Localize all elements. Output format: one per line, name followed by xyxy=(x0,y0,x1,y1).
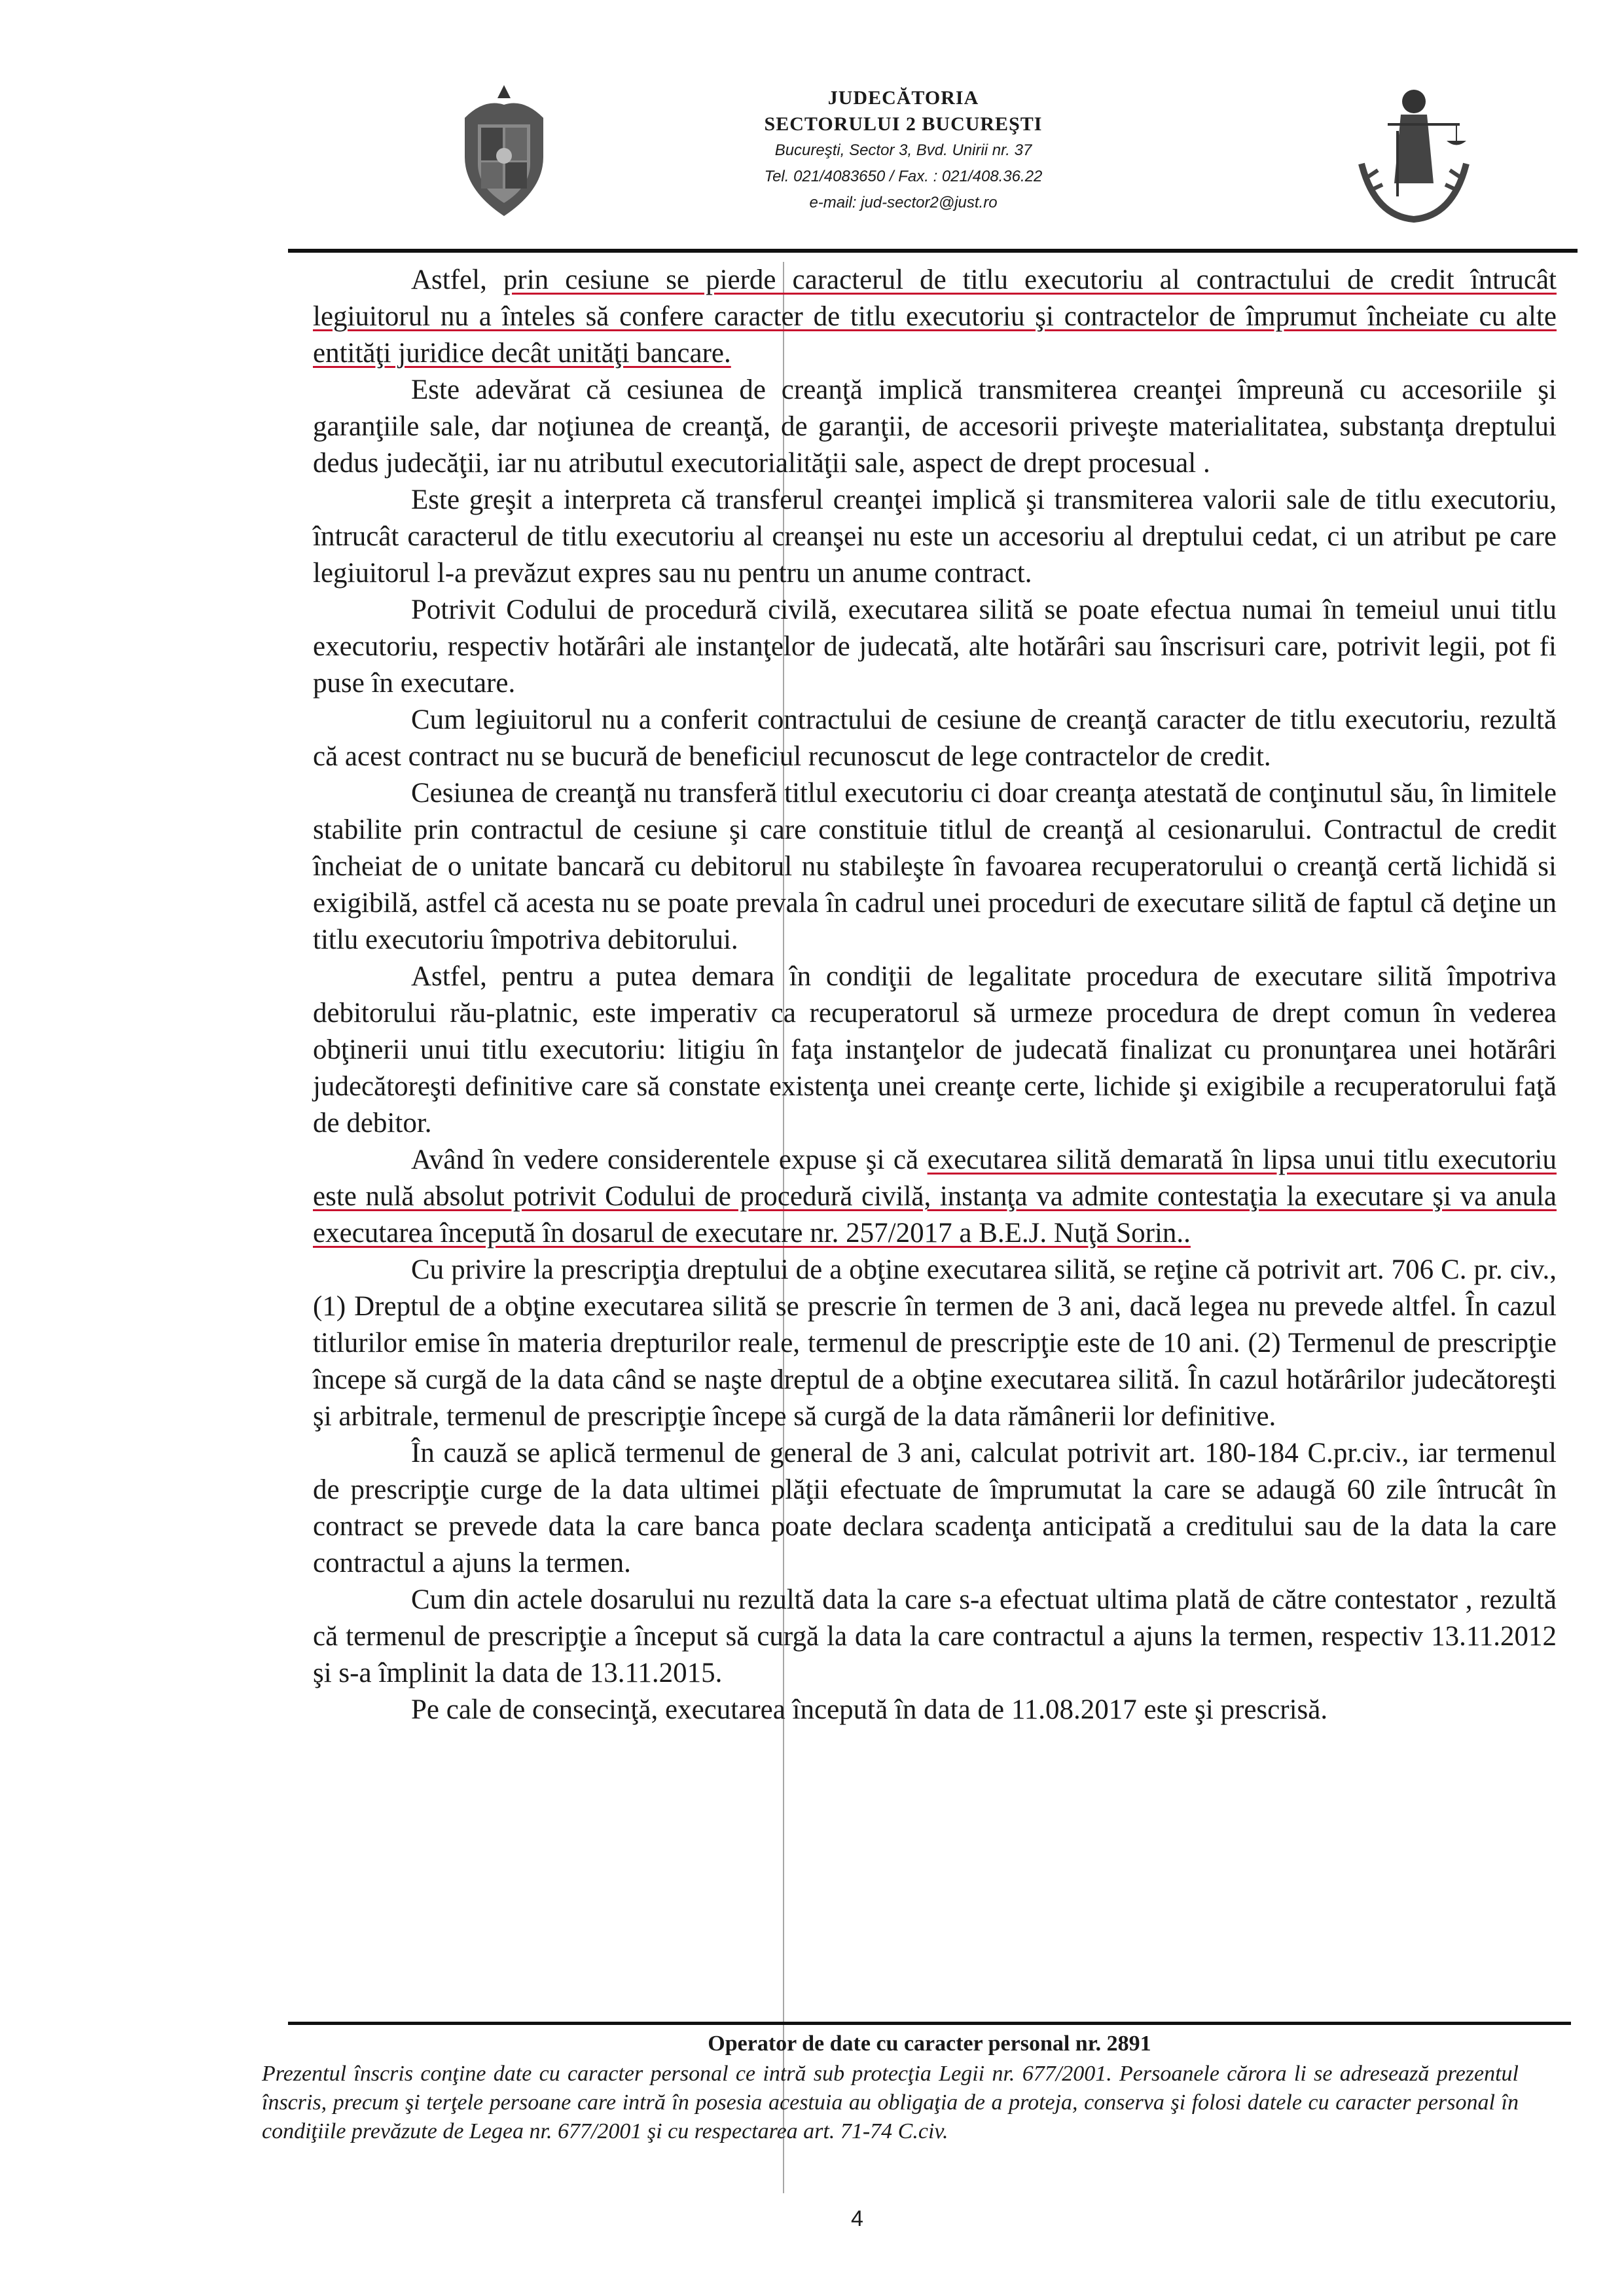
paragraph-1: Astfel, prin cesiune se pierde caracterul de titlu executoriu al contractului de credit întrucât legiuitorul nu a înteles să confere caracter de titlu executoriu şi contractelor de împrumut încheiate cu alte entităţi juridice decât unităţi bancare. xyxy=(313,264,1557,369)
lady-justice-icon xyxy=(1348,72,1479,229)
paragraph-9: Cu privire la prescripţia dreptului de a obţine executarea silită, se reţine că potrivit art. 706 C. pr. civ.,(1) Dreptul de a obţine executarea silită se prescrie în termen de 3 ani, dacă legea nu prevede altfel. În cazul titlurilor emise în materia drepturilor reale, termenul de prescripţie este de 10 ani. (2) Termenul de prescripţie începe să curgă de la data când se naşte dreptul de a obţine executarea silită. În cazul hotărârilor judecătoreşti şi arbitrale, termenul de prescripţie începe să curgă de la data rămânerii lor definitive. xyxy=(313,1254,1557,1432)
paragraph-12: Pe cale de consecinţă, executarea începută în data de 11.08.2017 este şi prescrisă. xyxy=(411,1694,1328,1725)
paragraph-2: Este adevărat că cesiunea de creanţă implică transmiterea creanţei împreună cu accesoriile şi garanţiile sale, dar noţiunea de creanţă, de garanţii, de accesorii priveşte materialitatea, substanţa dreptului dedus judecăţii, iar nu atributul executorialităţii sale, aspect de drept procesual . xyxy=(313,374,1557,479)
paragraph-10: În cauză se aplică termenul de general de 3 ani, calculat potrivit art. 180-184 C.pr.civ., iar termenul de prescripţie curge de la data ultimei plăţii efectuate de împrumutat la care se adaugă 60 zile întrucât în contract se prevede data la care banca poate declara scadenţa anticipată a creditului sau de la data la care contractul a ajuns la termen. xyxy=(313,1438,1557,1578)
court-header xyxy=(707,85,1100,216)
paragraph-7: Astfel, pentru a putea demara în condiţii de legalitate procedura de executare silită împotriva debitorului rău-platnic, este imperativ ca recuperatorul să urmeze procedura de drept comun în vederea obţinerii unui titlu executoriu: litigiu în faţa instanţelor de judecată finalizat cu pronunţarea unei hotărâri judecătoreşti definitive care să constate existenţa unei creanţe certe, lichide şi exigibile a recuperatorului faţă de debitor. xyxy=(313,961,1557,1139)
court-address: Bucureşti, Sector 3, Bvd. Unirii nr. 37 xyxy=(774,141,1032,159)
court-name-line1: JUDECĂTORIA xyxy=(827,87,979,109)
paragraph-8: Având în vedere considerentele expuse şi că executarea silită demarată în lipsa unui titlu executoriu este nulă absolut potrivit Codului de procedură civilă, instanţa va admite contestaţia la executare şi va anula executarea începută în dosarul de executare nr. 257/2017 a B.E.J. Nuţă Sorin.. xyxy=(313,1144,1557,1248)
paragraph-5: Cum legiuitorul nu a conferit contractului de cesiune de creanţă caracter de titlu executoriu, rezultă că acest contract nu se bucură de beneficiul recunoscut de lege contractelor de credit. xyxy=(313,704,1557,772)
highlighted-passage-2: executarea silită demarată în lipsa unui titlu executoriu este nulă absolut potrivit Codului de procedură civilă, instanţa va admite contestaţia la executare şi va anula executarea începută în dosarul de executare nr. 257/2017 a B.E.J. Nuţă Sorin.. xyxy=(313,1144,1557,1248)
paragraph-6: Cesiunea de creanţă nu transferă titlul executoriu ci doar creanţa atestată de conţinutul său, în limitele stabilite prin contractul de cesiune şi care constituie titlul de creanţă al cesionarului. Contractul de credit încheiat de o unitate bancară cu debitorul nu stabileşte în favoarea recuperatorului o creanţă certă lichidă si exigibilă, astfel că acesta nu se poate prevala în cadrul unei proceduri de executare silită de faptul că deţine un titlu executoriu împotriva debitorului. xyxy=(313,778,1557,955)
paragraph-11: Cum din actele dosarului nu rezultă data la care s-a efectuat ultima plată de către contestator , rezultă că termenul de prescripţie a început să curgă la data la care contractul a ajuns la termen, respectiv 13.11.2012 şi s-a împlinit la data de 13.11.2015. xyxy=(313,1584,1557,1688)
paragraph-3: Este greşit a interpreta că transferul creanţei implică şi transmiterea valorii sale de titlu executoriu, întrucât caracterul de titlu executoriu al creanşei nu este un accesoriu al dreptului cedat, ci un atribut pe care legiuitorul l-a prevăzut expres sau nu pentru un anume contract. xyxy=(313,484,1557,589)
highlighted-passage-1: prin cesiune se pierde caracterul de titlu executoriu al contractului de credit întrucât legiuitorul nu a înteles să confere caracter de titlu executoriu şi contractelor de împrumut încheiate cu alte entităţi juridice decât unităţi bancare. xyxy=(313,264,1557,369)
privacy-notice: Prezentul înscris conţine date cu caracter personal ce intră sub protecţia Legii nr. 677/2001. Persoanele cărora li se adresează prezentul înscris, precum şi terţele persoane care intră în posesia acestuia au obligaţia de a proteja, conserva şi folosi datele cu caracter personal în condiţiile prevăzute de Legea nr. 677/2001 şi cu respectarea art. 71-74 C.civ. xyxy=(262,2062,1519,2143)
footer-divider xyxy=(288,2022,1571,2025)
court-phone-fax: Tel. 021/4083650 / Fax. : 021/408.36.22 xyxy=(764,168,1043,185)
coat-of-arms-icon xyxy=(458,79,550,223)
court-name-line2: SECTORULUI 2 BUCUREŞTI xyxy=(764,113,1043,135)
paragraph-4: Potrivit Codului de procedură civilă, executarea silită se poate efectua numai în temeiul unui titlu executoriu, respectiv hotărâri ale instanţelor de judecată, alte hotărâri sau înscrisuri care, potrivit legii, pot fi puse în executare. xyxy=(313,594,1557,699)
judgment-body xyxy=(313,262,1557,1728)
court-email: e-mail: jud-sector2@just.ro xyxy=(809,194,998,211)
page-number: 4 xyxy=(851,2206,863,2231)
header-divider xyxy=(288,249,1578,253)
data-operator-line: Operator de date cu caracter personal nr. 2891 xyxy=(708,2032,1151,2056)
